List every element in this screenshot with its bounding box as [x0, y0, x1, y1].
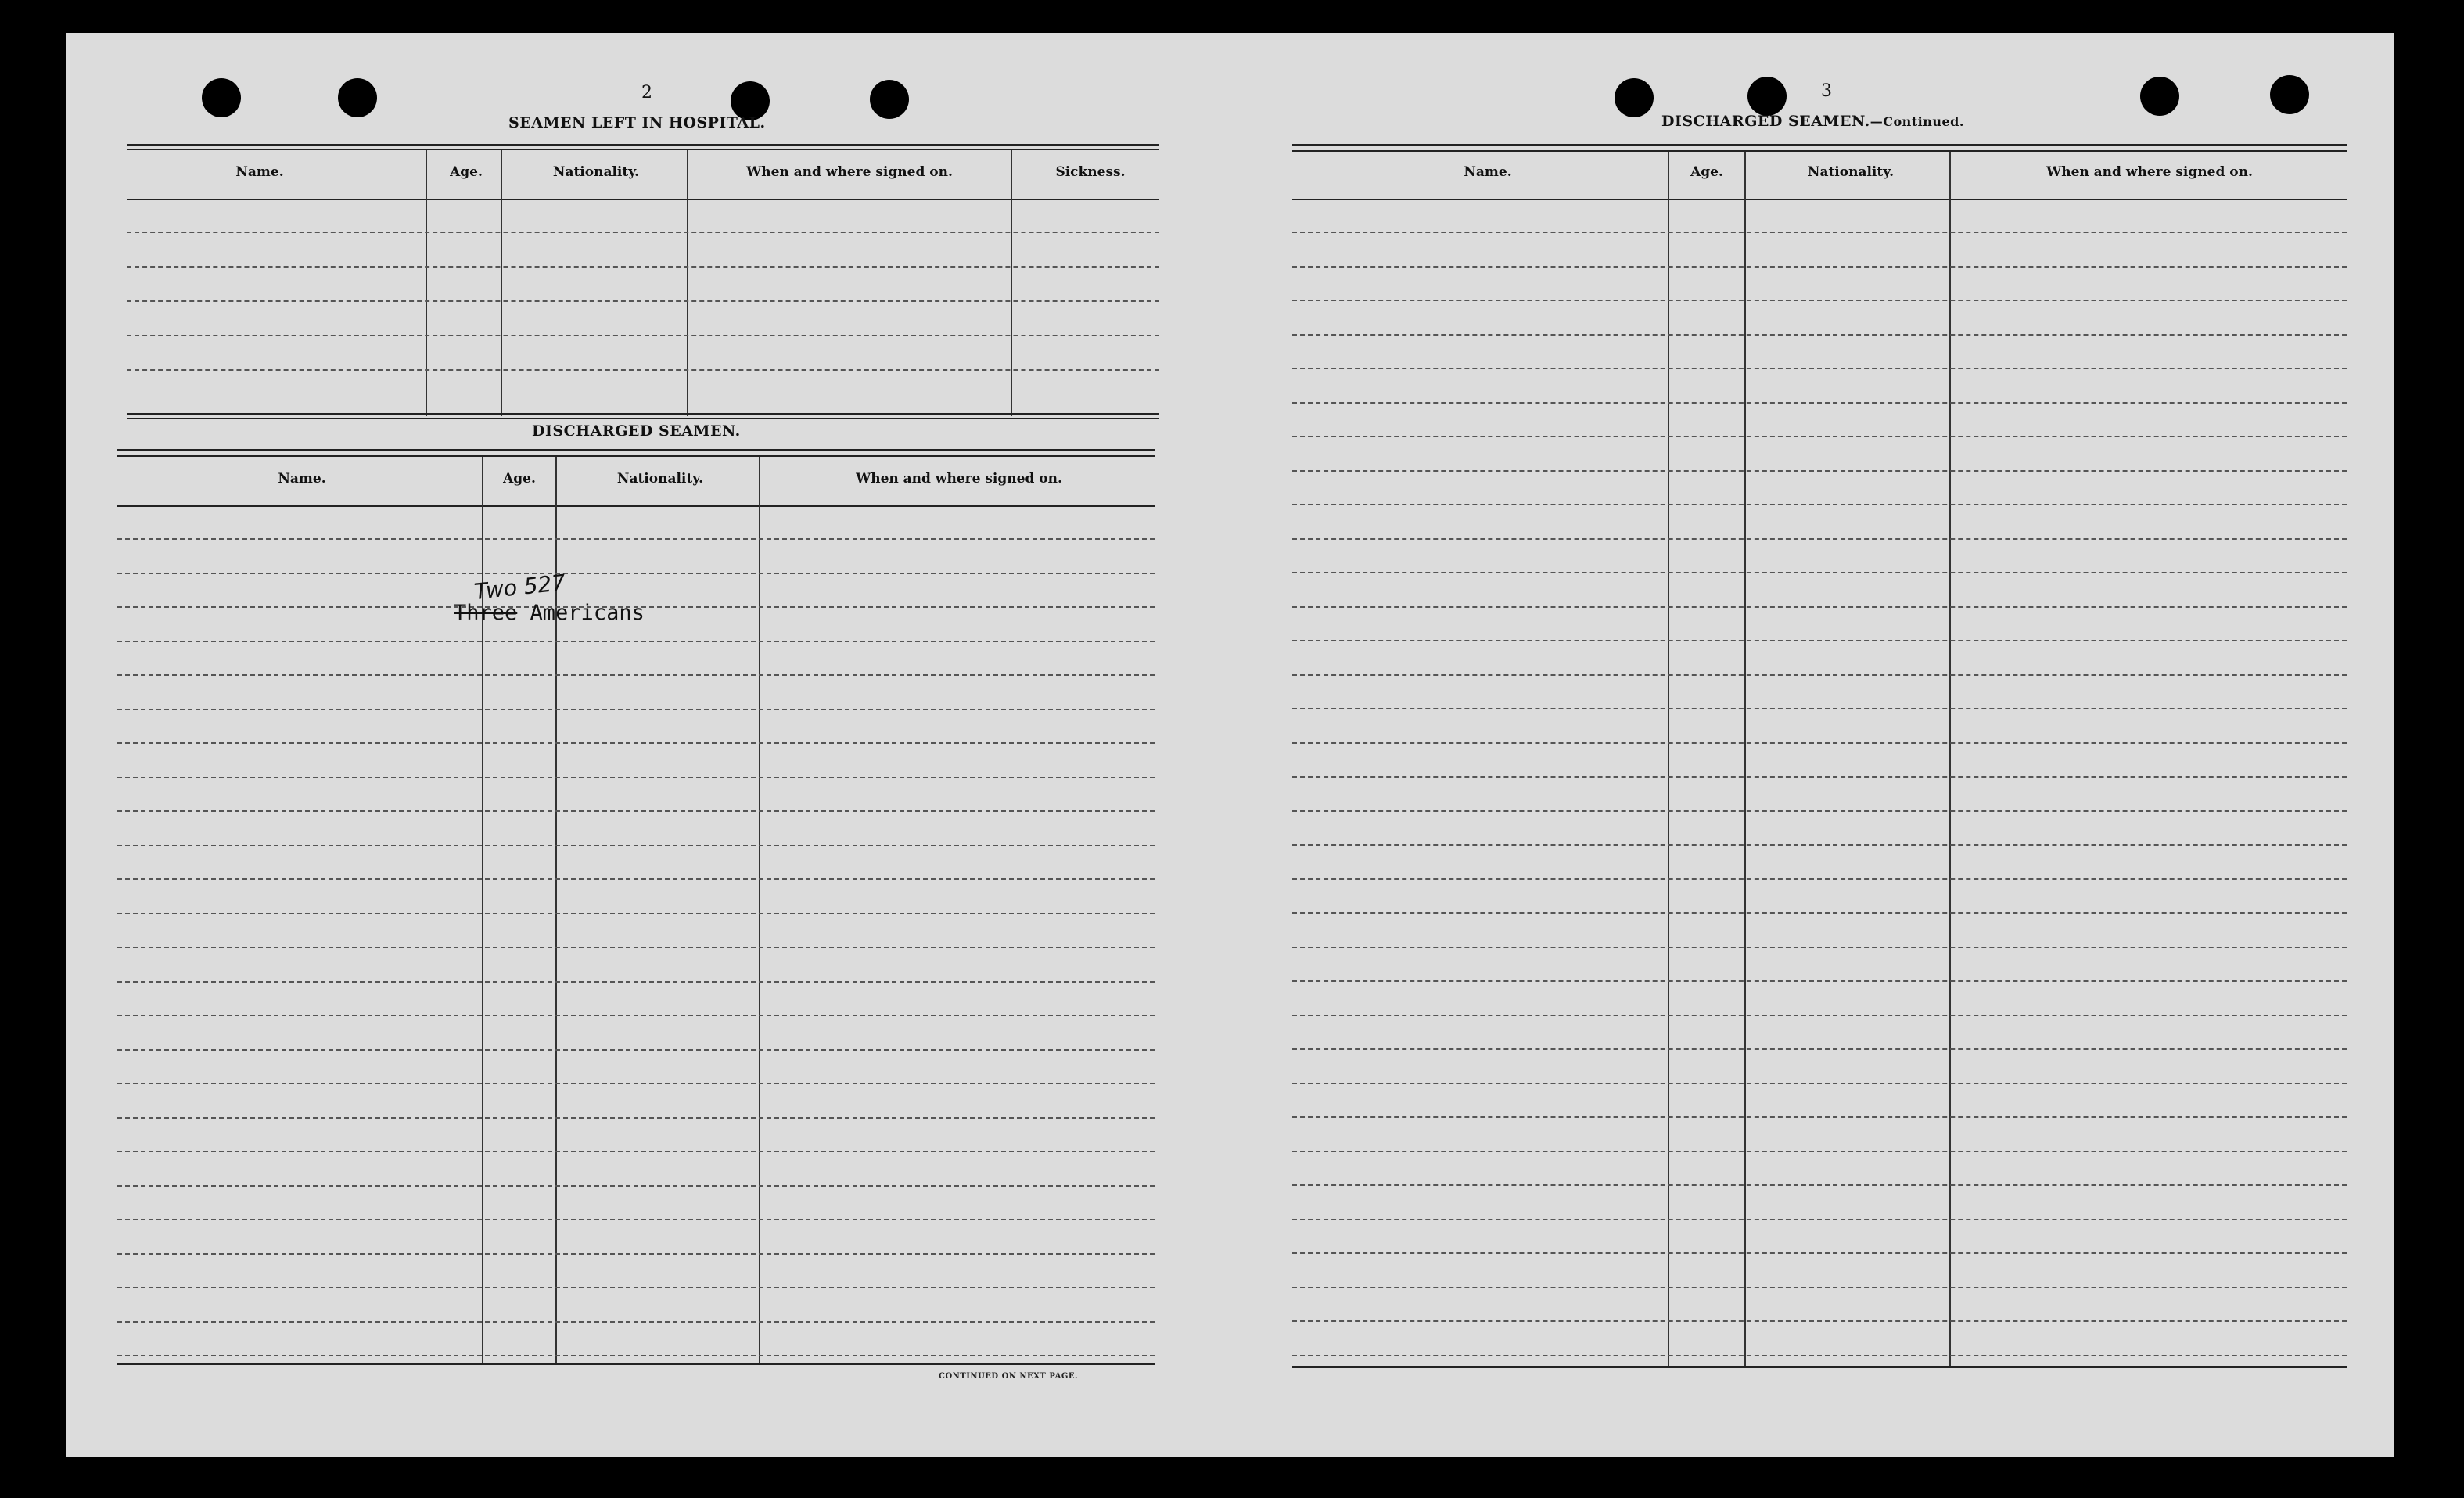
- ruled-row-line: [1292, 1252, 2347, 1254]
- ruled-row-line: [117, 1151, 1155, 1152]
- typed-text: Americans: [517, 601, 645, 625]
- column-header-name: Name.: [1464, 164, 1512, 180]
- ruled-row-line: [1292, 436, 2347, 437]
- hospital-section-title: SEAMEN LEFT IN HOSPITAL.: [508, 114, 766, 131]
- ruled-row-line: [1292, 776, 2347, 778]
- ruled-row-line: [117, 845, 1155, 846]
- ruled-row-line: [1292, 572, 2347, 573]
- ruled-row-line: [1292, 1116, 2347, 1118]
- column-header-age: Age.: [1690, 164, 1723, 180]
- punch-hole: [2140, 77, 2179, 116]
- ruled-row-line: [117, 1219, 1155, 1220]
- ruled-row-line: [117, 1355, 1155, 1356]
- ruled-row-line: [117, 742, 1155, 744]
- ruled-row-line: [1292, 334, 2347, 336]
- ruled-row-line: [1292, 844, 2347, 846]
- ruled-row-line: [1292, 810, 2347, 812]
- continued-footer: CONTINUED ON NEXT PAGE.: [939, 1372, 1079, 1381]
- punch-hole: [1747, 77, 1787, 116]
- ruled-row-line: [1292, 232, 2347, 233]
- discharged-continued-title: [1661, 113, 1964, 130]
- ruled-row-line: [1292, 1015, 2347, 1016]
- ruled-row-line: [1292, 1048, 2347, 1050]
- ruled-row-line: [1292, 1219, 2347, 1220]
- column-header-name: Name.: [278, 471, 326, 487]
- column-header-age: Age.: [503, 471, 536, 487]
- ruled-row-line: [1292, 674, 2347, 676]
- ruled-row-line: [117, 538, 1155, 540]
- discharged-table-left: [117, 449, 1155, 1367]
- column-header-signed-on: When and where signed on.: [2046, 164, 2253, 180]
- ruled-row-line: [1292, 470, 2347, 472]
- ruled-row-line: [117, 913, 1155, 914]
- ruled-row-line: [1292, 980, 2347, 982]
- column-header-nationality: Nationality.: [616, 471, 704, 487]
- ruled-row-line: [117, 1083, 1155, 1084]
- column-header-nationality: Nationality.: [552, 164, 640, 180]
- punch-hole: [2270, 75, 2309, 114]
- ruled-row-line: [1292, 1355, 2347, 1356]
- punch-hole: [338, 78, 377, 117]
- ruled-row-line: [117, 1253, 1155, 1255]
- column-header-sickness: Sickness.: [1055, 164, 1126, 180]
- ruled-row-line: [117, 947, 1155, 948]
- ruled-row-line: [117, 878, 1155, 880]
- column-header-age: Age.: [450, 164, 483, 180]
- hospital-table: [127, 144, 1159, 419]
- ruled-row-line: [1292, 878, 2347, 880]
- ruled-row-line: [117, 674, 1155, 676]
- ruled-row-line: [1292, 912, 2347, 914]
- page-number-left: 2: [641, 83, 652, 102]
- ruled-row-line: [117, 777, 1155, 778]
- ruled-row-line: [1292, 1287, 2347, 1288]
- section-title-text: DISCHARGED SEAMEN.: [1661, 113, 1870, 130]
- ruled-row-line: [1292, 606, 2347, 608]
- column-header-nationality: Nationality.: [1807, 164, 1895, 180]
- ruled-row-line: [117, 1321, 1155, 1323]
- ruled-row-line: [1292, 504, 2347, 505]
- ruled-row-line: [117, 573, 1155, 574]
- discharged-table-right: [1292, 144, 2347, 1369]
- ruled-row-line: [1292, 708, 2347, 709]
- ruled-row-line: [117, 981, 1155, 983]
- discharged-section-title: DISCHARGED SEAMEN.: [532, 422, 741, 440]
- ruled-row-line: [117, 1049, 1155, 1051]
- punch-hole: [1615, 78, 1654, 117]
- ruled-row-line: [1292, 538, 2347, 540]
- ruled-row-line: [1292, 1083, 2347, 1084]
- column-header-signed-on: When and where signed on.: [856, 471, 1062, 487]
- ruled-row-line: [117, 1117, 1155, 1119]
- ruled-row-line: [1292, 1151, 2347, 1152]
- ruled-row-line: [1292, 300, 2347, 301]
- page-number-right: 3: [1821, 81, 1832, 101]
- ruled-row-line: [1292, 402, 2347, 404]
- ruled-row-line: [117, 709, 1155, 710]
- punch-hole: [202, 78, 241, 117]
- ruled-row-line: [1292, 742, 2347, 744]
- ruled-row-line: [1292, 1320, 2347, 1322]
- typed-entry: [454, 601, 645, 625]
- ruled-row-line: [117, 1287, 1155, 1288]
- column-header-name: Name.: [235, 164, 284, 180]
- column-header-signed-on: When and where signed on.: [746, 164, 953, 180]
- continued-label: —Continued.: [1870, 114, 1964, 129]
- ruled-row-line: [1292, 266, 2347, 268]
- punch-hole: [870, 80, 909, 119]
- ruled-row-line: [117, 641, 1155, 642]
- struck-word: Three: [454, 601, 518, 625]
- ruled-row-line: [117, 1185, 1155, 1187]
- ruled-row-line: [117, 810, 1155, 812]
- handwritten-correction: Two 527: [472, 569, 567, 605]
- ruled-row-line: [1292, 368, 2347, 369]
- ruled-row-line: [1292, 1184, 2347, 1186]
- ruled-row-line: [1292, 947, 2347, 948]
- ruled-row-line: [1292, 640, 2347, 641]
- ruled-row-line: [117, 1015, 1155, 1016]
